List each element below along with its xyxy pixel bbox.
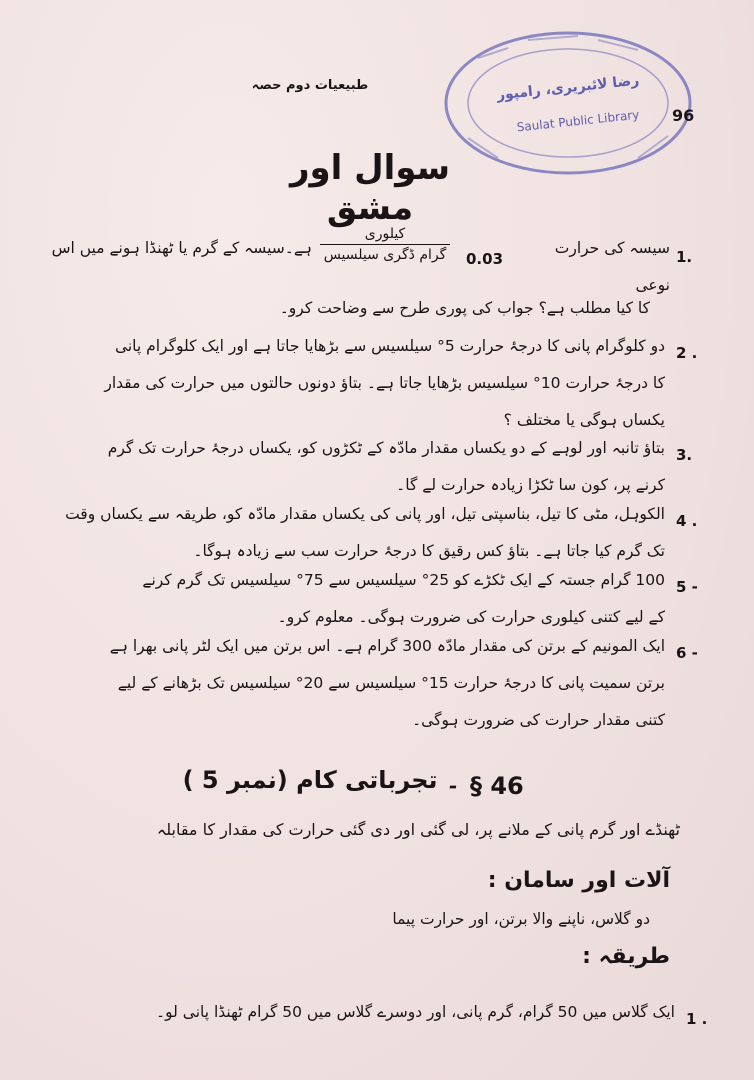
question-4-line-2: تک گرم کیا جاتا ہے۔ بتاؤ کس رقیق کا درجۂ حرارت سب سے زیادہ ہوگا۔ bbox=[193, 542, 665, 560]
question-5-line-2: کے لیے کتنی کیلوری حرارت کی ضرورت ہوگی۔ معلوم کرو۔ bbox=[277, 608, 665, 626]
question-2-line-3: یکساں ہوگی یا مختلف ؟ bbox=[503, 411, 665, 429]
step-1-text: ایک گلاس میں 50 گرام، گرم پانی، اور دوسرے گلاس میں 50 گرام ٹھنڈا پانی لو۔ bbox=[156, 1003, 675, 1021]
question-3-line-1: بتاؤ تانبہ اور لوہے کے دو یکساں مقدار مادّہ کے ٹکڑوں کو، یکساں درجۂ حرارت تک گرم bbox=[107, 439, 665, 457]
fraction-numerator: کیلوری bbox=[320, 226, 450, 245]
section-number: § 46 bbox=[470, 772, 524, 800]
question-1-value: 0.03 bbox=[466, 250, 504, 268]
page-number: 96 bbox=[672, 106, 695, 125]
question-2-line-2: کا درجۂ حرارت 10° سیلسیس بڑھایا جاتا ہے۔ بتاؤ دونوں حالتوں میں حرارت کی مقدار bbox=[104, 374, 665, 392]
section-subtitle: ٹھنڈے اور گرم پانی کے ملانے پر، لی گئی اور دی گئی حرارت کی مقدار کا مقابلہ bbox=[156, 820, 680, 839]
fraction-denominator: گرام ڈگری سیلسیس bbox=[323, 247, 447, 263]
question-1-text-left: ہے۔سیسہ کے گرم یا ٹھنڈا ہونے میں اس bbox=[51, 239, 312, 257]
question-1-number: 1. bbox=[676, 248, 693, 266]
step-1-number: 1 . bbox=[686, 1010, 708, 1028]
stamp-line-urdu: رضا لائبریری، رامپور bbox=[496, 72, 640, 104]
question-6-line-1: ایک المونیم کے برتن کی مقدار مادّہ 300 گرام ہے۔ اس برتن میں ایک لٹر پانی بھرا ہے bbox=[109, 637, 665, 655]
question-4-number: 4 . bbox=[676, 512, 698, 530]
apparatus-text: دو گلاس، ناپنے والا برتن، اور حرارت پیما bbox=[392, 910, 650, 928]
stamp-line-english: Saulat Public Library bbox=[516, 107, 640, 135]
question-2-number: 2 . bbox=[676, 344, 698, 362]
question-5-number: 5 - bbox=[676, 578, 698, 596]
question-3-number: 3. bbox=[676, 446, 693, 464]
apparatus-heading: آلات اور سامان : bbox=[487, 868, 670, 893]
question-1-line-2: کا کیا مطلب ہے؟ جواب کی پوری طرح سے وضاحت کرو۔ bbox=[279, 299, 650, 317]
running-head: طبیعیات دوم حصہ bbox=[251, 78, 369, 93]
question-4-line-1: الکوہل، مٹی کا تیل، بناسپتی تیل، اور پانی کی یکساں مقدار مادّہ کو، طریقہ سے یکساں وقت bbox=[65, 505, 665, 523]
method-heading: طریقہ : bbox=[582, 944, 670, 969]
question-6-line-3: کتنی مقدار حرارت کی ضرورت ہوگی۔ bbox=[412, 711, 665, 729]
section-title: ۔ تجرباتی کام (نمبر 5 ) bbox=[182, 766, 460, 794]
page-title: سوال اور مشق bbox=[289, 148, 451, 228]
question-6-line-2: برتن سمیت پانی کا درجۂ حرارت 15° سیلسیس سے 20° سیلسیس تک بڑھانے کے لیے bbox=[117, 674, 665, 692]
question-2-line-1: دو کلوگرام پانی کا درجۂ حرارت 5° سیلسیس سے بڑھایا جاتا ہے اور ایک کلوگرام پانی bbox=[114, 337, 665, 355]
question-3-line-2: کرنے پر، کون سا ٹکڑا زیادہ حرارت لے گا۔ bbox=[396, 476, 665, 494]
question-1-text-right: سیسہ کی حرارت نوعی bbox=[554, 239, 670, 294]
question-5-line-1: 100 گرام جستہ کے ایک ٹکڑے کو 25° سیلسیس سے 75° سیلسیس تک گرم کرنے bbox=[142, 571, 665, 589]
question-6-number: 6 - bbox=[676, 644, 698, 662]
question-1-fraction bbox=[320, 226, 450, 263]
